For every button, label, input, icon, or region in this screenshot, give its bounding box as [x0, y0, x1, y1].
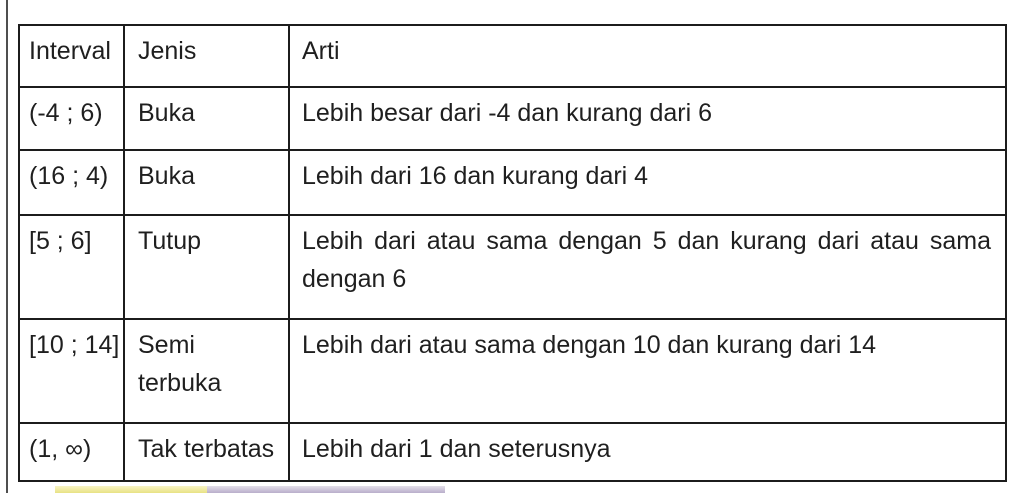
table-row [19, 215, 1006, 319]
table-row [19, 150, 1006, 215]
column-header-interval: Interval [19, 25, 124, 87]
cell-jenis: Buka [124, 150, 289, 215]
cell-interval: [10 ; 14] [19, 319, 124, 423]
cell-jenis: Tutup [124, 215, 289, 319]
cell-jenis: Buka [124, 87, 289, 150]
cell-interval: [5 ; 6] [19, 215, 124, 319]
cell-jenis: Tak terbatas [124, 423, 289, 481]
cell-arti: Lebih dari atau sama dengan 5 dan kurang dari atau sama dengan 6 [289, 215, 1006, 319]
yellow-highlight-strip [55, 486, 207, 493]
cell-arti: Lebih dari atau sama dengan 10 dan kurang dari 14 [289, 319, 1006, 423]
cell-arti: Lebih dari 16 dan kurang dari 4 [289, 150, 1006, 215]
table-header-row [19, 25, 1006, 87]
cell-arti: Lebih dari 1 dan seterusnya [289, 423, 1006, 481]
cell-arti: Lebih besar dari -4 dan kurang dari 6 [289, 87, 1006, 150]
table-row [19, 423, 1006, 481]
cell-interval: (16 ; 4) [19, 150, 124, 215]
cell-jenis: Semi terbuka [124, 319, 289, 423]
cell-interval: (-4 ; 6) [19, 87, 124, 150]
table-row [19, 87, 1006, 150]
column-header-jenis: Jenis [124, 25, 289, 87]
column-header-arti: Arti [289, 25, 1006, 87]
page-frame-left-line [6, 0, 8, 493]
table-row [19, 319, 1006, 423]
cell-interval: (1, ∞) [19, 423, 124, 481]
lavender-highlight-strip [207, 486, 445, 493]
interval-types-table [18, 24, 1007, 482]
